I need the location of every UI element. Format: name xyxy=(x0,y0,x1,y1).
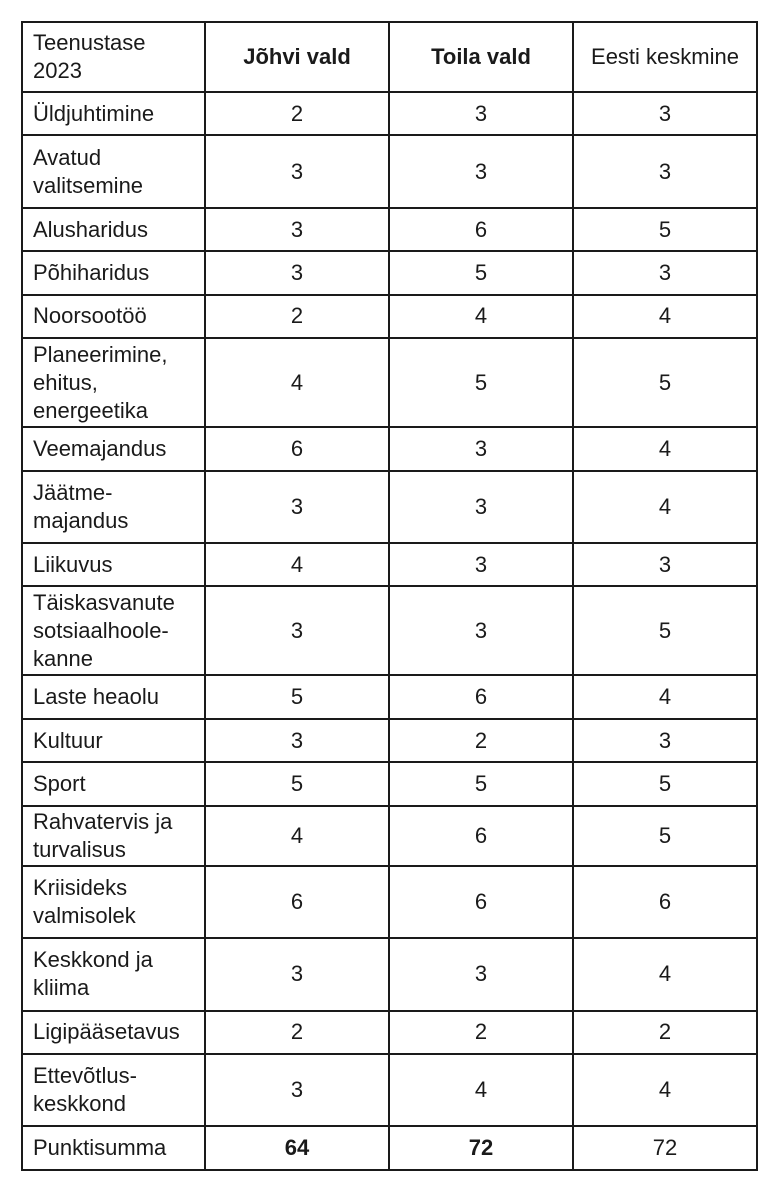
row-value: 6 xyxy=(389,866,573,938)
total-value: 64 xyxy=(205,1126,389,1170)
row-label: Kultuur xyxy=(22,719,205,762)
total-row xyxy=(22,1126,757,1170)
row-value: 3 xyxy=(389,938,573,1010)
row-value: 3 xyxy=(389,427,573,470)
row-value: 4 xyxy=(573,938,757,1010)
row-value: 3 xyxy=(205,719,389,762)
row-value: 2 xyxy=(205,92,389,135)
row-value: 4 xyxy=(389,1054,573,1126)
row-label: Rahvatervis ja turvalisus xyxy=(22,806,205,866)
row-label: Kriisideks valmisolek xyxy=(22,866,205,938)
row-value: 3 xyxy=(205,135,389,207)
row-value: 3 xyxy=(389,543,573,586)
row-value: 6 xyxy=(389,675,573,718)
row-value: 5 xyxy=(573,586,757,675)
row-value: 6 xyxy=(573,866,757,938)
table-row xyxy=(22,938,757,1010)
row-value: 4 xyxy=(205,543,389,586)
row-value: 3 xyxy=(205,208,389,251)
row-value: 4 xyxy=(389,295,573,338)
total-label: Punktisumma xyxy=(22,1126,205,1170)
row-value: 3 xyxy=(389,135,573,207)
row-label: Laste heaolu xyxy=(22,675,205,718)
row-value: 4 xyxy=(573,295,757,338)
table-row xyxy=(22,92,757,135)
row-value: 2 xyxy=(573,1011,757,1054)
row-value: 3 xyxy=(205,1054,389,1126)
row-label: Alusharidus xyxy=(22,208,205,251)
table-row xyxy=(22,471,757,543)
row-label: Põhiharidus xyxy=(22,251,205,294)
header-row xyxy=(22,22,757,92)
row-value: 3 xyxy=(573,92,757,135)
row-label: Liikuvus xyxy=(22,543,205,586)
row-label: Planeerimine, ehitus, energeetika xyxy=(22,338,205,427)
row-value: 4 xyxy=(573,471,757,543)
row-value: 3 xyxy=(573,251,757,294)
row-label: Veemajandus xyxy=(22,427,205,470)
row-value: 4 xyxy=(573,427,757,470)
total-value: 72 xyxy=(573,1126,757,1170)
row-value: 5 xyxy=(389,762,573,805)
row-value: 6 xyxy=(389,806,573,866)
table-row xyxy=(22,543,757,586)
table-row xyxy=(22,1054,757,1126)
service-level-table xyxy=(21,21,758,1171)
row-value: 4 xyxy=(205,806,389,866)
row-value: 3 xyxy=(205,251,389,294)
row-label: Keskkond ja kliima xyxy=(22,938,205,1010)
table-row xyxy=(22,866,757,938)
row-value: 3 xyxy=(389,92,573,135)
header-toila: Toila vald xyxy=(389,22,573,92)
row-value: 4 xyxy=(205,338,389,427)
row-value: 5 xyxy=(573,806,757,866)
total-value: 72 xyxy=(389,1126,573,1170)
row-label: Üldjuhtimine xyxy=(22,92,205,135)
row-value: 5 xyxy=(573,762,757,805)
table-row xyxy=(22,427,757,470)
header-year: Teenustase 2023 xyxy=(22,22,205,92)
table-body xyxy=(22,92,757,1170)
row-value: 4 xyxy=(573,675,757,718)
row-label: Jäätme-majandus xyxy=(22,471,205,543)
row-label: Sport xyxy=(22,762,205,805)
row-value: 6 xyxy=(205,427,389,470)
row-value: 5 xyxy=(389,338,573,427)
table-row xyxy=(22,586,757,675)
table-row xyxy=(22,338,757,427)
row-value: 3 xyxy=(573,135,757,207)
row-value: 5 xyxy=(573,338,757,427)
row-label: Ligipääsetavus xyxy=(22,1011,205,1054)
row-label: Ettevõtlus-keskkond xyxy=(22,1054,205,1126)
row-value: 4 xyxy=(573,1054,757,1126)
row-value: 2 xyxy=(389,1011,573,1054)
table-row xyxy=(22,135,757,207)
row-value: 2 xyxy=(205,1011,389,1054)
row-value: 3 xyxy=(573,543,757,586)
row-value: 2 xyxy=(389,719,573,762)
row-label: Avatud valitsemine xyxy=(22,135,205,207)
row-value: 5 xyxy=(573,208,757,251)
row-value: 3 xyxy=(573,719,757,762)
row-value: 6 xyxy=(205,866,389,938)
table-row xyxy=(22,719,757,762)
row-value: 3 xyxy=(205,586,389,675)
row-value: 3 xyxy=(389,471,573,543)
table-row xyxy=(22,806,757,866)
table-row xyxy=(22,295,757,338)
row-value: 2 xyxy=(205,295,389,338)
row-label: Noorsootöö xyxy=(22,295,205,338)
row-value: 3 xyxy=(205,938,389,1010)
table-row xyxy=(22,675,757,718)
table-row xyxy=(22,1011,757,1054)
row-value: 5 xyxy=(205,675,389,718)
table-row xyxy=(22,208,757,251)
row-value: 6 xyxy=(389,208,573,251)
row-value: 5 xyxy=(205,762,389,805)
table-row xyxy=(22,762,757,805)
row-value: 3 xyxy=(205,471,389,543)
table-row xyxy=(22,251,757,294)
row-value: 3 xyxy=(389,586,573,675)
header-johvi: Jõhvi vald xyxy=(205,22,389,92)
row-value: 5 xyxy=(389,251,573,294)
header-estonia-avg: Eesti keskmine xyxy=(573,22,757,92)
row-label: Täiskasvanute sotsiaalhoole-kanne xyxy=(22,586,205,675)
